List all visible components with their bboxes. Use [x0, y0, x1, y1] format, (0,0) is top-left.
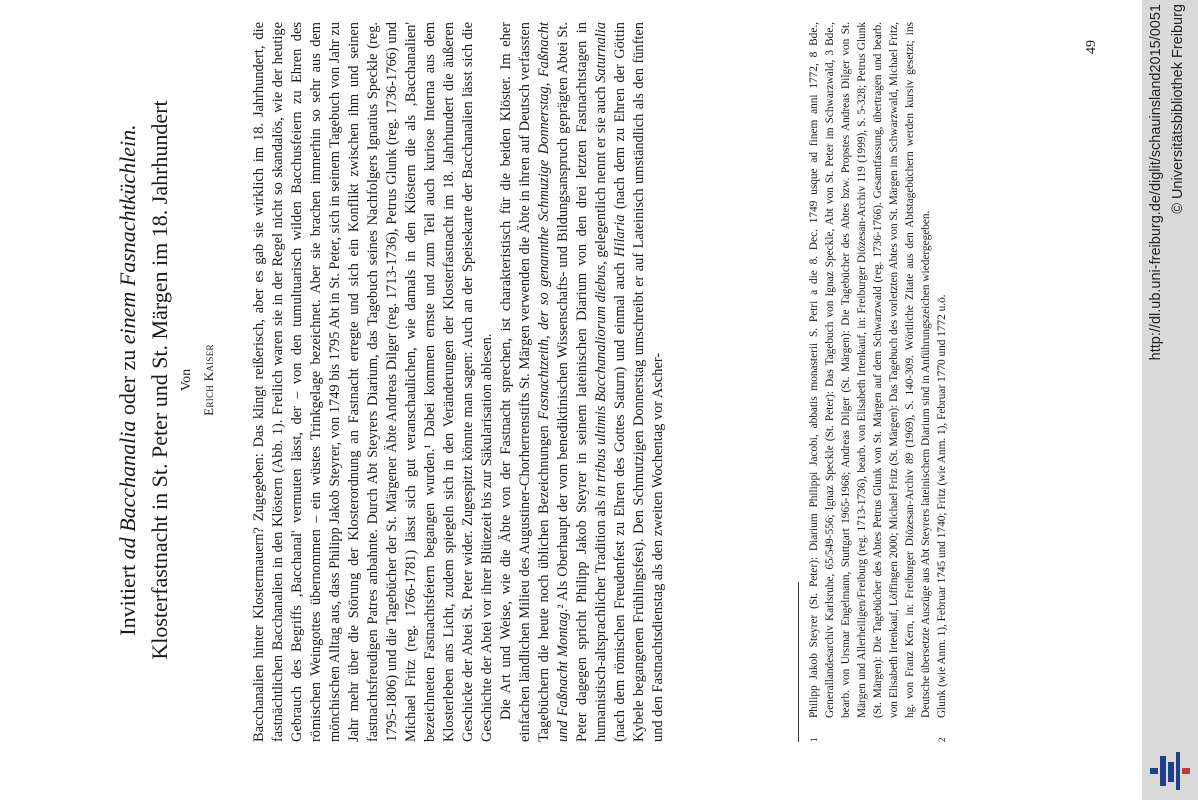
paragraph-text: .² Als Oberhaupt der vom benediktinischen Wissenschafts- und Bildungsanspruch geprägten Abtei St. Peter dagegen spricht Philipp Jakob Steyrer in seinem lateinischen Diarium von den drei letzten Fastnachtstagen in humanistisch-altsprachlicher Tradition als	[555, 22, 609, 742]
paragraph-1: Bacchanalien hinter Klostermauern? Zugegeben: Das klingt reißerisch, aber es gab sie wirklich im 18. Jahrhundert, die fastnächtlichen Bacchanalien in den Klöstern (Abb. 1). Freilich waren sie in der Regel nicht so skandalös, wie der heutige Gebrauch des Begriffs ‚Bacchanal' vermuten lässt, der – von den tumultuarisch wilden Bacchusfeiern zu Ehren des römischen Weingottes übernommen – ein wüstes Trinkgelage bezeichnet. Aber sie brachen immerhin so sehr aus dem mönchischen Alltag aus, dass Philipp Jakob Steyrer, von 1749 bis 1795 Abt in St. Peter, sich in seinem Tagebuch von Jahr zu Jahr mehr über die Störung der Klosterordnung an Fastnacht erregte und sich ein Konflikt zwischen ihm und seinen fastnachtsfreudigen Patres anbahnte. Durch Abt Steyrers Diarium, das Tagebuch seines Nachfolgers Ignatius Speckle (reg. 1795-1806) und die Tagebücher der St. Märgener Äbte Andreas Dilger (reg. 1713-1736), Petrus Glunk (reg. 1736-1766) und Michael Fritz (reg. 1766-1781) lässt sich gut veranschaulichen, wie damals in den Klöstern die als ‚Bacchanalien' bezeichneten Fastnachtsfeiern begangen wurden.¹ Dabei kommen ernste und zum Teil auch kuriose Interna aus dem Klosterleben ans Licht, zudem spiegeln sich in den Veränderungen der Klosterfastnacht im 18. Jahrhundert die äußeren Geschicke der Abtei St. Peter wider. Zugespitzt könnte man sagen: Auch an der Speisekarte der Bacchanalien lässt sich die Geschichte der Abtei vor ihrer Blütezeit bis zur Säkularisation ablesen.	[251, 22, 495, 742]
page-number: 49	[1084, 40, 1099, 54]
footnote-divider	[798, 582, 799, 742]
sidebar-rotated	[1142, 0, 1198, 800]
byline	[176, 20, 220, 740]
title-italic: ad Bacchanalia	[115, 420, 140, 560]
paragraph-text: (nach dem zu Ehren der Göttin Kybele begangenen Frühlingsfest). Den Schmutzigen Donnerstag umschreibt er auf Lateinisch umständlich als den fünften und den Fastnachtsdienstag als den zweiten Wochentag vor Ascher-	[612, 22, 666, 742]
title-text: Invitiert	[115, 559, 140, 636]
title-line-1	[112, 20, 144, 740]
paragraph-italic: Fasnachtzeith, der so genannthe Schmuzige Donnerstag, Faßnacht und Faßnacht Montag	[536, 22, 571, 742]
paragraph-text: Die Art und Weise, wie die Äbte von der Fastnacht sprechen, ist charakteristisch für die beiden Klöster. Im eher einfachen ländlichen Milieu des Augustiner-Chorherrenstifts St. Märgen verwenden die Äbte in ihren auf Deutsch verfassten Tagebüchern die heute noch üblichen Bezeichnungen	[498, 22, 552, 742]
ub-freiburg-logo-icon[interactable]	[1148, 748, 1192, 794]
paragraph-text: (nach dem römischen Freudenfest zu Ehren des Gottes Saturn) und einmal auch	[612, 256, 628, 742]
title-text: oder zu	[115, 344, 140, 421]
title-line-2: Klosterfastnacht in St. Peter und St. Märgen im 18. Jahrhundert	[147, 100, 172, 660]
article-body	[250, 22, 668, 742]
footnote-number: 2	[937, 737, 947, 742]
footnote-number: 1	[809, 737, 819, 742]
paragraph-italic: Hilaria	[612, 214, 628, 257]
source-url-link[interactable]: http://dl.ub.uni-freiburg.de/diglit/schauinsland2015/0051	[1148, 4, 1164, 361]
paragraph-italic: Saturnalia	[593, 22, 609, 83]
sidebar	[1142, 0, 1198, 800]
author-name: Erich Kaiser	[201, 344, 216, 416]
paragraph-2	[497, 22, 668, 742]
title-italic: einem Fasnachtküchlein.	[115, 124, 140, 345]
copyright-text: © Universitätsbibliothek Freiburg	[1170, 4, 1186, 214]
footnote-1	[806, 22, 934, 742]
footnotes	[806, 22, 950, 742]
byline-von: Von	[179, 368, 194, 392]
footnote-2	[934, 22, 950, 742]
paragraph-text: , gelegentlich nennt er sie auch	[593, 82, 609, 265]
footnote-text: Glunk (wie Anm. 1), Februar 1745 und 1740; Fritz (wie Anm. 1), Februar 1770 und 1772 u.ö.	[936, 294, 948, 718]
article-title	[112, 20, 176, 740]
paragraph-italic: in tribus ultimis Bacchanaliorum diebus	[593, 264, 609, 497]
footnote-text: Philipp Jakob Steyrer (St. Peter): Diarium Philippi Jacobi, abbatis monasterii S. Petri a die 8. Dec. 1749 usque ad finem anni 1772, 8 Bde., Generallandesarchiv Karlsruhe, 65/549-556; Ignaz Speckle (St. Peter): Das Tagebuch von Ignaz Speckle, Abt von St. Peter im Schwarzwald, 3 Bde., bearb. von Ursmar Engelmann, Stuttgart 1965-1968; Andreas Dilger (St. Märgen): Die Tagebücher des Abtes bzw. Propstes Andreas Dilger von St. Märgen und Allerheiligen/Freiburg (reg. 1713-1736), bearb. von Elisabeth Irtenkauf, in: Freiburger Diözesan-Archiv 119 (1999), S. 5-328; Petrus Glunk (St. Märgen): Die Tagebücher des Abtes Petrus Glunk von St. Märgen auf dem Schwarzwald (reg. 1736-1766). Gesamtfassung, übertragen und bearb. von Elisabeth Irtenkauf, Löffingen 2000; Michael Fritz (St. Märgen): Das Tagebuch des vorletzten Abtes von St. Märgen im Schwarzwald, Michael Fritz, hg. von Franz Kern, in: Freiburger Diözesan-Archiv 89 (1969), S. 140-309. Wörtliche Zitate aus den Abtstagebüchern werden kursiv gesetzt; ins Deutsche übersetzte Auszüge aus Abt Steyrers lateinischem Diarium sind in Anführungszeichen wiedergegeben.	[808, 22, 932, 718]
